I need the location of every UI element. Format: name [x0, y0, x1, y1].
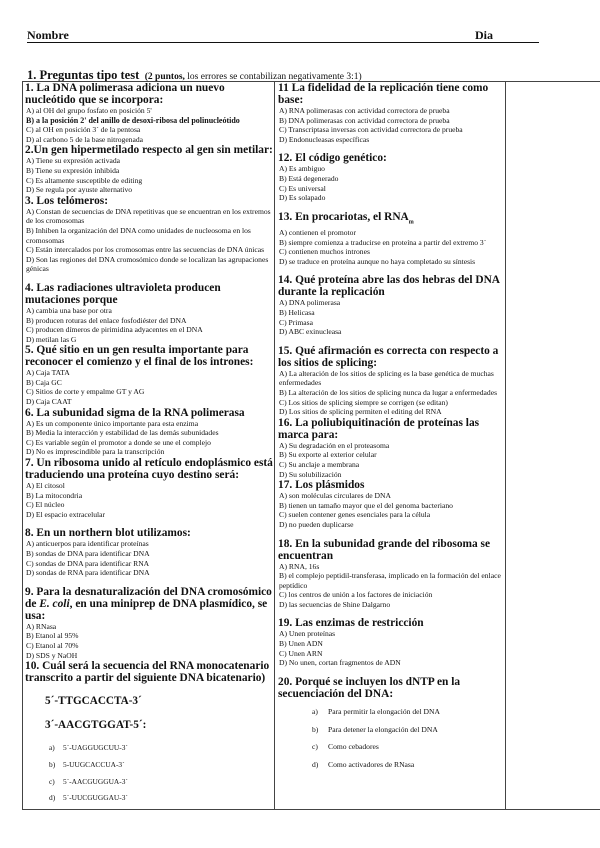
- option[interactable]: C) Es universal: [279, 183, 326, 193]
- option[interactable]: D) No unen, cortan fragmentos de ADN: [279, 658, 401, 668]
- question-text: 1. La DNA polimerasa adiciona un nuevo nucleótido que se incorpora:: [25, 82, 225, 106]
- option[interactable]: D) SDS y NaOH: [26, 650, 78, 660]
- question-4: [25, 282, 273, 344]
- option[interactable]: B) Inhiben la organización del DNA como unidades de nucleosoma en los cromosomas: [26, 225, 251, 245]
- option[interactable]: a) Para permitir la elongación del DNA: [312, 707, 440, 717]
- option[interactable]: D) Endonucleasas específicas: [279, 134, 370, 144]
- option[interactable]: d) Como activadores de RNasa: [312, 759, 415, 769]
- right-questions: [278, 82, 504, 777]
- question-text: 14. Qué proteína abre las dos hebras del DNA durante la replicación: [278, 274, 500, 299]
- question-7: [25, 457, 273, 519]
- option[interactable]: B) Su exporte al exterior celular: [279, 450, 377, 460]
- option[interactable]: A) Es ambiguo: [279, 164, 325, 174]
- option[interactable]: A) RNA, 16s: [279, 561, 320, 571]
- option[interactable]: d) 5´-UUCGUGGAU-3´: [49, 793, 128, 803]
- question-text: 9. Para la desnaturalización del DNA cromosómico de E. coli, en una miniprep de DNA plasmídico, se usa:: [25, 585, 272, 622]
- question-text: 8. En un northern blot utilizamos:: [25, 527, 191, 540]
- left-questions: [25, 82, 273, 810]
- question-2: [25, 144, 273, 194]
- question-6: [25, 407, 273, 457]
- question-3: [25, 195, 273, 274]
- option[interactable]: A) RNasa: [26, 621, 57, 631]
- question-17: [278, 479, 504, 529]
- option[interactable]: B) Unen ADN: [279, 639, 323, 649]
- option[interactable]: C) Primasa: [279, 317, 313, 327]
- option[interactable]: A) El citosol: [26, 481, 65, 491]
- question-text: 15. Qué afirmación es correcta con respecto a los sitios de splicing:: [278, 344, 499, 369]
- option[interactable]: C) Etanol al 70%: [26, 640, 79, 650]
- question-text: 10. Cuál será la secuencia del RNA monocatenario transcrito a partir del siguiente DNA bicatenario): [25, 660, 270, 685]
- option[interactable]: D) metilan las G: [26, 334, 77, 344]
- option[interactable]: A) DNA polimerasa: [279, 298, 341, 308]
- question-14: [278, 274, 504, 336]
- option[interactable]: B) producen roturas del enlace fosfodiéster del DNA: [26, 315, 187, 325]
- option[interactable]: C) Es variable según el promotor a donde se une el complejo: [26, 437, 211, 447]
- option[interactable]: B) Helicasa: [279, 308, 315, 317]
- option[interactable]: D) al carbono 5 de la base nitrogenada: [26, 134, 144, 144]
- option[interactable]: C) los centros de unión a los factores de iniciación: [279, 590, 433, 600]
- question-text: 13. En procariotas, el $RNA_m$: [278, 210, 414, 226]
- option[interactable]: A) Caja TATA: [26, 368, 70, 378]
- option[interactable]: b) 5-UUGCACCUA-3´: [49, 759, 125, 769]
- answer-column: [505, 81, 600, 810]
- name-label: Nombre: [27, 28, 69, 42]
- option[interactable]: A) Unen proteínas: [279, 629, 336, 639]
- option[interactable]: C) suelen contener genes esenciales para la célula: [279, 510, 431, 520]
- option[interactable]: C) Están intercalados por los cromosomas entre las secuencias de DNA únicas: [26, 245, 265, 255]
- option[interactable]: C) al OH en posición 3´ de la pentosa: [26, 125, 141, 135]
- question-8: [25, 527, 273, 577]
- option[interactable]: A) RNA polimerasas con actividad correctora de prueba: [279, 106, 450, 115]
- option[interactable]: A) al OH del grupo fosfato en posición 5': [26, 106, 152, 115]
- option[interactable]: C) Los sitios de splicing siempre se corrigen (se editan): [279, 397, 448, 407]
- option[interactable]: a) 5´-UAGGUGCUU-3´: [49, 742, 128, 752]
- question-text: 11 La fidelidad de la replicación tiene como base:: [278, 82, 489, 106]
- option[interactable]: B) Está degenerado: [279, 173, 339, 183]
- name-line[interactable]: [27, 42, 539, 43]
- option[interactable]: D) sondas de RNA para identificar DNA: [26, 568, 150, 578]
- option[interactable]: C) sondas de DNA para identificar RNA: [26, 558, 150, 568]
- option[interactable]: C) Sitios de corte y empalme GT y AG: [26, 387, 145, 397]
- option[interactable]: D) Se regula por ayuste alternativo: [26, 185, 133, 195]
- question-text: 7. Un ribosoma unido al retículo endoplásmico está traduciendo una proteína cuyo destino será:: [25, 457, 273, 482]
- option[interactable]: D) Los sitios de splicing permiten el editing del RNA: [279, 407, 442, 417]
- option[interactable]: D) Son las regiones del DNA cromosómico donde se localizan las agrupaciones génicas: [26, 254, 269, 274]
- option[interactable]: D) No es imprescindible para la transcripción: [26, 447, 165, 457]
- option[interactable]: D) Es solapado: [279, 193, 326, 203]
- option[interactable]: A) son moléculas circulares de DNA: [279, 491, 391, 501]
- question-text: 12. El código genético:: [278, 152, 387, 165]
- option[interactable]: b) Para detener la elongación del DNA: [312, 724, 438, 734]
- option[interactable]: B) Etanol al 95%: [26, 631, 79, 641]
- option[interactable]: A) cambia una base por otra: [26, 305, 112, 315]
- scoring-note: los errores se contabilizan negativamente 3:1): [184, 72, 362, 82]
- option[interactable]: D) no pueden duplicarse: [279, 519, 354, 529]
- question-text: 3. Los telómeros:: [25, 194, 108, 207]
- option[interactable]: C) Unen ARN: [279, 648, 323, 658]
- question-1: [25, 82, 273, 144]
- option[interactable]: A) Es un componente único importante para esta enzima: [26, 418, 199, 428]
- question-text: 5. Qué sitio en un gen resulta importante para reconocer el comienzo y el final de los intrones:: [25, 344, 254, 369]
- question-text: 20. Porqué se incluyen los dNTP en la secuenciación del DNA:: [278, 675, 461, 700]
- option[interactable]: B) Caja GC: [26, 377, 62, 387]
- option[interactable]: A) anticuerpos para identificar proteínas: [26, 539, 149, 549]
- question-text: 17. Los plásmidos: [278, 479, 365, 492]
- question-9: [25, 586, 273, 660]
- option[interactable]: c) 5´-AACGUGGUA-3´: [49, 776, 128, 786]
- question-13: [278, 211, 504, 267]
- option[interactable]: B) Tiene su expresión inhibida: [26, 165, 120, 175]
- option[interactable]: c) Como cebadores: [312, 742, 379, 752]
- question-text: 19. Las enzimas de restricción: [278, 617, 424, 630]
- question-text: 2.Un gen hipermetilado respecto al gen sin metilar:: [25, 144, 273, 157]
- option[interactable]: D) ABC exinucleasa: [279, 327, 342, 337]
- option[interactable]: B) siempre comienza a traducirse en proteína a partir del extremo 3´: [279, 237, 487, 247]
- option[interactable]: C) contienen muchos intrones: [279, 247, 370, 257]
- question-text: 4. Las radiaciones ultravioleta producen mutaciones porque: [25, 281, 221, 306]
- question-12: [278, 152, 504, 202]
- option[interactable]: C) Es altamente susceptible de editing: [26, 175, 143, 185]
- question-text: 18. En la subunidad grande del ribosoma se encuentran: [278, 537, 491, 562]
- option[interactable]: B) La alteración de los sitios de splicing nunca da lugar a enfermedades: [279, 387, 498, 397]
- option[interactable]: D) las secuencias de Shine Dalgarno: [279, 599, 391, 609]
- question-18: [278, 538, 504, 610]
- option[interactable]: B) La mitocondria: [26, 490, 83, 500]
- question-19: [278, 617, 504, 667]
- option[interactable]: A) Su degradación en el proteasoma: [279, 440, 390, 450]
- question-10: [25, 660, 273, 803]
- question-text: 16. La poliubiquitinación de proteínas las marca para:: [278, 416, 480, 441]
- option[interactable]: A) La alteración de los sitios de splicing es la base genética de muchas enfermedades: [279, 368, 494, 388]
- question-16: [278, 417, 504, 479]
- option[interactable]: B) DNA polimerasas con actividad correctora de prueba: [279, 115, 450, 125]
- option[interactable]: B) a la posición 2' del anillo de desoxi-ribosa del polinucleótido: [26, 115, 240, 125]
- option[interactable]: B) sondas de DNA para identificar DNA: [26, 549, 150, 558]
- option[interactable]: C) producen dímeros de pirimidina adyacentes en el DNA: [26, 325, 203, 335]
- day-label: Dia: [475, 28, 493, 42]
- question-11: [278, 82, 504, 144]
- option[interactable]: C) El núcleo: [26, 500, 65, 510]
- option[interactable]: D) El espacio extracelular: [26, 509, 106, 519]
- option[interactable]: D) se traduce en proteína aunque no haya completado su síntesis: [279, 256, 476, 266]
- option[interactable]: B) el complejo peptidil-transferasa, implicado en la formación del enlace peptídico: [279, 571, 501, 590]
- option[interactable]: A) contienen el promotor: [279, 228, 356, 238]
- option[interactable]: C) Su anclaje a membrana: [279, 459, 360, 469]
- dna-strand-top: 5´-TTGCACCTA-3´: [45, 695, 142, 708]
- question-text: 6. La subunidad sigma de la RNA polimerasa: [25, 406, 245, 419]
- question-20: [278, 676, 504, 770]
- question-15: [278, 345, 504, 417]
- name-date-header: [27, 28, 543, 44]
- section-heading: 1. Preguntas tipo test: [27, 68, 140, 82]
- option[interactable]: A) Tiene su expresión activada: [26, 156, 121, 166]
- option[interactable]: D) Su solubilización: [279, 469, 342, 479]
- points-label: (2 puntos,: [144, 72, 185, 82]
- option[interactable]: C) Transcriptasa inversas con actividad correctora de prueba: [279, 125, 463, 135]
- dna-strand-bottom: 3´-AACGTGGAT-5´:: [45, 719, 147, 732]
- option[interactable]: D) Caja CAAT: [26, 397, 72, 407]
- option[interactable]: B) Media la interacción y estabilidad de las demás subunidades: [26, 428, 219, 438]
- option[interactable]: B) tienen un tamaño mayor que el del genoma bacteriano: [279, 500, 453, 510]
- option[interactable]: A) Constan de secuencias de DNA repetitivas que se encuentran en los extremos de los cromosomas: [26, 206, 271, 226]
- question-5: [25, 344, 273, 406]
